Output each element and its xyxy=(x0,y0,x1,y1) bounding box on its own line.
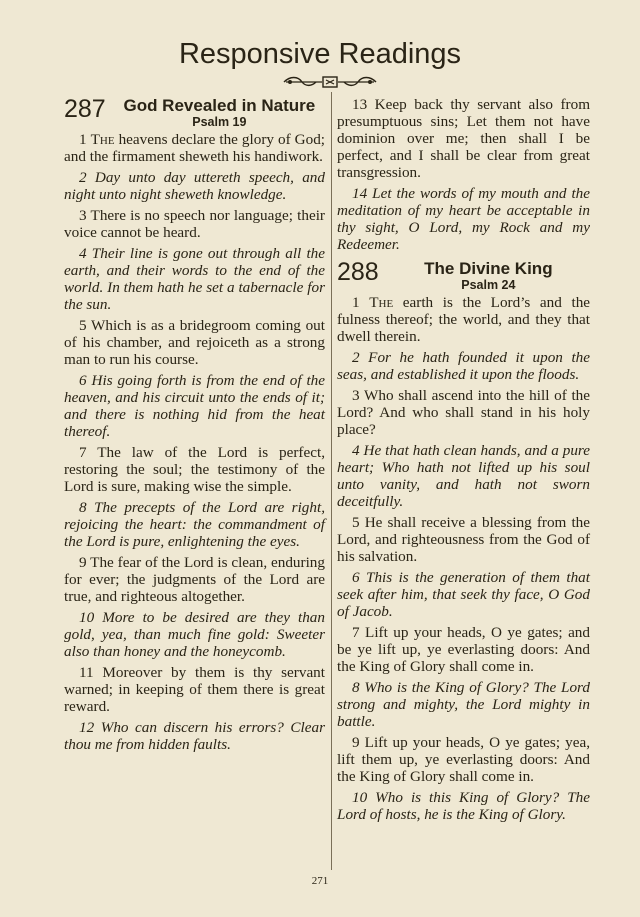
verse: 8 The precepts of the Lord are right, rejoicing the heart: the commandment of the Lord is pure, enlightening the eyes. xyxy=(64,499,326,550)
verse: 2 Day unto day uttereth speech, and night unto night sheweth knowledge. xyxy=(64,169,325,203)
right-column xyxy=(337,96,590,827)
verse: 7 The law of the Lord is perfect, restoring the soul; the testimony of the Lord is sure, making wise the simple. xyxy=(64,444,325,495)
page-number: 271 xyxy=(311,875,329,887)
verse: 13 Keep back thy servant also from presumptuous sins; Let them not have dominion over me; then shall I be perfect, and I shall be clear from great transgression. xyxy=(337,96,591,181)
verse: 2 For he hath founded it upon the seas, and established it upon the floods. xyxy=(337,349,591,383)
ornament-icon xyxy=(282,74,378,90)
column-divider xyxy=(331,92,332,870)
verse: 6 His going forth is from the end of the heaven, and his circuit unto the ends of it; and there is nothing hid from the heat thereof. xyxy=(64,372,326,440)
verse: 6 This is the generation of them that seek after him, that seek thy face, O God of Jacob. xyxy=(337,569,591,620)
left-column xyxy=(64,96,325,757)
verse: 3 There is no speech nor language; their voice cannot be heard. xyxy=(64,207,325,241)
psalm-reference: Psalm 19 xyxy=(192,115,247,129)
verse: 9 The fear of the Lord is clean, enduring for ever; the judgments of the Lord are true, and righteous altogether. xyxy=(64,554,325,605)
verse: 3 Who shall ascend into the hill of the Lord? And who shall stand in his holy place? xyxy=(337,387,590,438)
verse: 9 Lift up your heads, O ye gates; yea, lift them up, ye everlasting doors: And the King of Glory shall come in. xyxy=(337,734,590,785)
reading-header xyxy=(337,259,590,292)
verse: 14 Let the words of my mouth and the meditation of my heart be acceptable in thy sight, O Lord, my Rock and my Redeemer. xyxy=(337,185,590,253)
verse: 12 Who can discern his errors? Clear thou me from hidden faults. xyxy=(64,719,325,753)
verse: 1 The earth is the Lord’s and the fulness thereof; the world, and they that dwell therein. xyxy=(337,294,591,345)
reading-number: 288 xyxy=(337,258,379,286)
reading-title: God Revealed in Nature xyxy=(123,96,316,115)
psalm-reference: Psalm 24 xyxy=(461,278,516,292)
verse: 7 Lift up your heads, O ye gates; and be ye lift up, ye everlasting doors: And the King of Glory shall come in. xyxy=(337,624,590,675)
verse: 4 Their line is gone out through all the earth, and their words to the end of the world. In them hath he set a tabernacle for the sun. xyxy=(64,245,326,313)
page-title: Responsive Readings xyxy=(178,38,462,70)
verse: 5 He shall receive a blessing from the Lord, and righteousness from the God of his salvation. xyxy=(337,514,591,565)
verse: 11 Moreover by them is thy servant warned; in keeping of them there is great reward. xyxy=(64,664,325,715)
verse: 1 The heavens declare the glory of God; and the firmament sheweth his handiwork. xyxy=(64,131,326,165)
verse: 4 He that hath clean hands, and a pure heart; Who hath not lifted up his soul unto vanity, and hath not sworn deceitfully. xyxy=(337,442,590,510)
reading-number: 287 xyxy=(64,95,106,123)
reading-header xyxy=(64,96,325,129)
verse: 10 More to be desired are they than gold, yea, than much fine gold: Sweeter also than honey and the honeycomb. xyxy=(64,609,325,660)
verse: 10 Who is this King of Glory? The Lord of hosts, he is the King of Glory. xyxy=(337,789,590,823)
verse: 8 Who is the King of Glory? The Lord strong and mighty, the Lord mighty in battle. xyxy=(337,679,590,730)
reading-title: The Divine King xyxy=(424,259,553,278)
verse: 5 Which is as a bridegroom coming out of his chamber, and rejoiceth as a strong man to run his course. xyxy=(64,317,325,368)
